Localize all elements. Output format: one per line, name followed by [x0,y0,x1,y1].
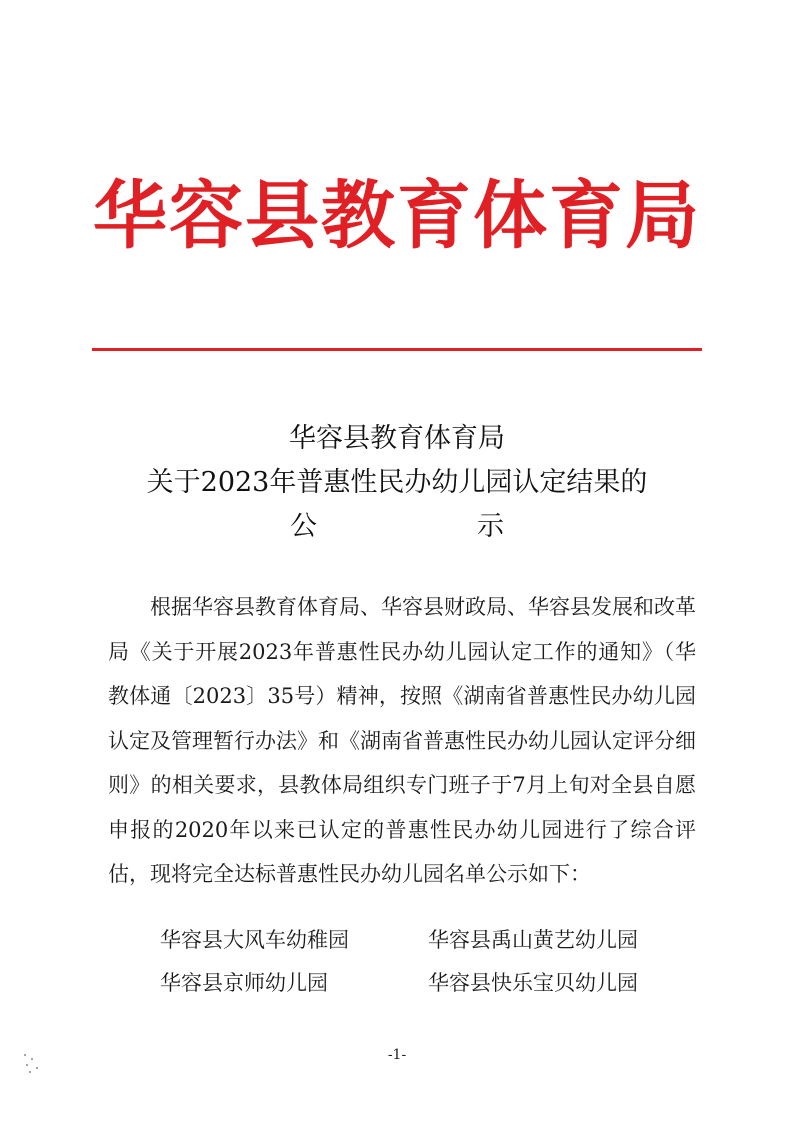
page-number: -1- [387,1047,407,1063]
body-paragraph: 根据华容县教育体育局、华容县财政局、华容县发展和改革局《关于开展2023年普惠性民办幼儿园认定工作的通知》（华教体通〔2023〕35号）精神，按照《湖南省普惠性民办幼儿园认定及管理暂行办法》和《湖南省普惠性民办幼儿园认定评分细则》的相关要求，县教体局组织专门班子于7月上旬对全县自愿申报的2020年以来已认定的普惠性民办幼儿园进行了综合评估，现将完全达标普惠性民办幼儿园名单公示如下： [108,595,696,886]
document-title-line-3 [0,506,794,548]
title-char-gong: 公 [290,511,317,542]
document-title-line-1: 华容县教育体育局 [289,423,505,454]
scan-artifact [22,1052,46,1074]
kindergarten-name: 华容县大风车幼稚园 [160,928,349,952]
document-title-line-2: 关于2023年普惠性民办幼儿园认定结果的 [146,467,648,498]
letterhead-title: 华容县教育体育局 [93,173,701,259]
letterhead-divider [92,348,702,351]
title-char-shi: 示 [477,511,504,542]
kindergarten-name: 华容县京师幼儿园 [160,971,328,995]
kindergarten-name: 华容县快乐宝贝幼儿园 [428,971,638,995]
kindergarten-name: 华容县禹山黄艺幼儿园 [428,928,638,952]
